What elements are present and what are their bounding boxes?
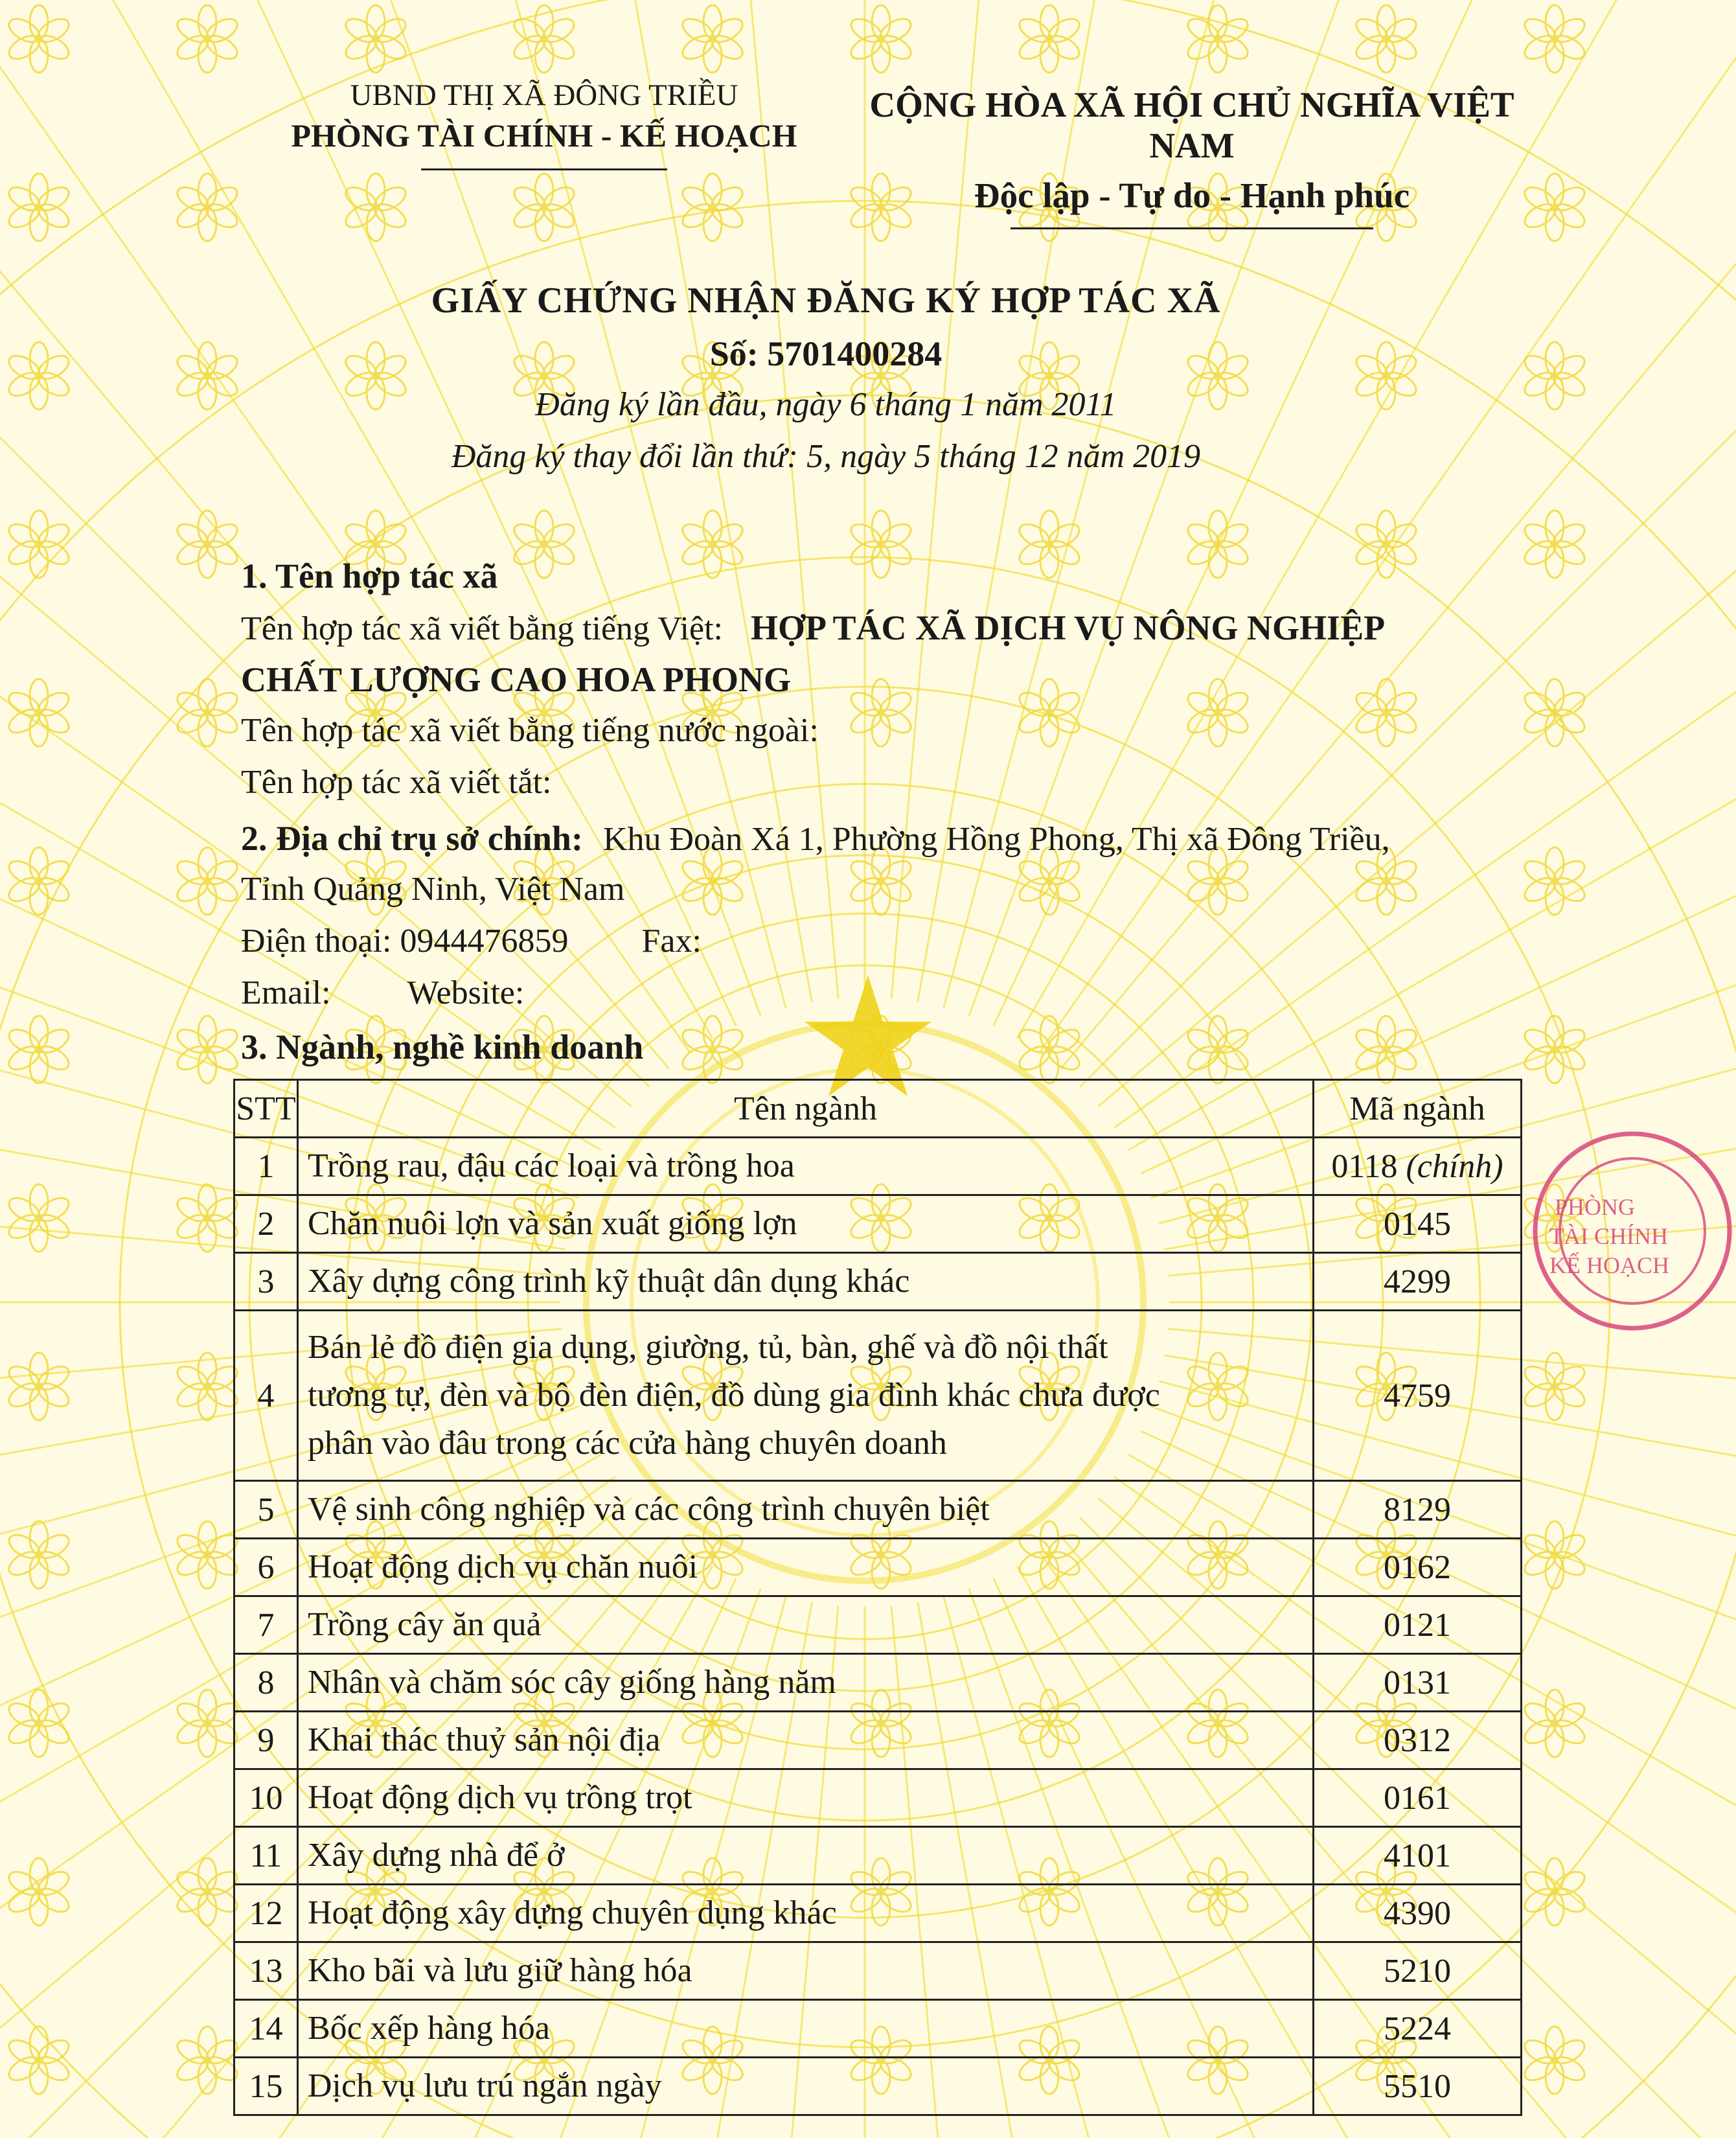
row-code: 5510 [1314,2058,1522,2115]
table-row [234,2058,1522,2115]
phone-value: 0944476859 [400,923,569,960]
table-row [234,1138,1522,1195]
phone-fax-row [241,922,1524,960]
row-code: 8129 [1314,1481,1522,1539]
table-row [234,1311,1522,1481]
phone-label: Điện thoại: [241,923,392,960]
table-row [234,1827,1522,1885]
email-website-row [241,974,1524,1012]
table-row [234,1539,1522,1596]
table-row [234,1885,1522,1942]
address-line2: Tỉnh Quảng Ninh, Việt Nam [241,871,625,908]
row-code: 5224 [1314,2000,1522,2058]
row-stt: 8 [234,1654,298,1712]
row-code: 0161 [1314,1769,1522,1827]
svg-text:KẾ HOẠCH: KẾ HOẠCH [1549,1252,1669,1278]
table-row [234,1481,1522,1539]
row-stt: 3 [234,1253,298,1311]
address-row [241,818,1524,858]
row-stt: 13 [234,1942,298,2000]
row-code: 0131 [1314,1654,1522,1712]
row-code-value: 0118 [1331,1147,1398,1185]
table-row [234,1712,1522,1769]
row-code: 0145 [1314,1195,1522,1253]
table-row [234,1195,1522,1253]
row-code: 4299 [1314,1253,1522,1311]
svg-text:TÀI CHÍNH: TÀI CHÍNH [1549,1223,1668,1249]
row-stt: 5 [234,1481,298,1539]
change-registration-date: Đăng ký thay đổi lần thứ: 5, ngày 5 tháng 12 năm 2019 [451,438,1201,475]
department-name: PHÒNG TÀI CHÍNH - KẾ HOẠCH [291,117,797,154]
row-name: Kho bãi và lưu giữ hàng hóa [298,1942,1314,2000]
row-code: 0121 [1314,1596,1522,1654]
row-name: Vệ sinh công nghiệp và các công trình chuyên biệt [298,1481,1314,1539]
row-code: 0162 [1314,1539,1522,1596]
row-name: Khai thác thuỷ sản nội địa [298,1712,1314,1769]
row-name-line: Bán lẻ đồ điện gia dụng, giường, tủ, bàn, ghế và đồ nội thất [308,1329,1108,1366]
short-name-label: Tên hợp tác xã viết tắt: [241,764,552,801]
vn-name-line1: HỢP TÁC XÃ DỊCH VỤ NÔNG NGHIỆP [750,608,1386,647]
row-stt: 14 [234,2000,298,2058]
row-stt: 4 [234,1311,298,1481]
address-line1: Khu Đoàn Xá 1, Phường Hồng Phong, Thị xã Đông Triều, [602,821,1390,858]
certificate-number: Số: 5701400284 [709,334,942,373]
business-lines-table [233,1079,1522,2116]
vn-name-row [241,608,1524,648]
email-label: Email: [241,974,331,1011]
row-stt: 12 [234,1885,298,1942]
section3-heading: 3. Ngành, nghề kinh doanh [241,1028,644,1066]
national-motto: Độc lập - Tự do - Hạnh phúc [974,176,1410,215]
table-header-row [234,1080,1522,1138]
row-stt: 7 [234,1596,298,1654]
vn-name-label: Tên hợp tác xã viết bằng tiếng Việt: [241,610,723,647]
row-code: 4390 [1314,1885,1522,1942]
header-right-divider [1011,227,1373,229]
row-name [298,1311,1314,1481]
col-header-name: Tên ngành [298,1080,1314,1138]
vn-name-line2: CHẤT LƯỢNG CAO HOA PHONG [241,660,792,699]
row-stt: 1 [234,1138,298,1195]
row-stt: 2 [234,1195,298,1253]
table-row [234,2000,1522,2058]
table-row [234,1769,1522,1827]
row-name: Xây dựng công trình kỹ thuật dân dụng khác [298,1253,1314,1311]
row-name: Trồng cây ăn quả [298,1596,1314,1654]
section2-heading: 2. Địa chỉ trụ sở chính: [241,819,583,858]
authority-name: UBND THỊ XÃ ĐÔNG TRIỀU [350,78,738,112]
row-stt: 15 [234,2058,298,2115]
row-code: 4101 [1314,1827,1522,1885]
row-name-line: phân vào đâu trong các cửa hàng chuyên doanh [308,1425,947,1462]
row-code: 4759 [1314,1311,1522,1481]
header-left-divider [421,168,667,170]
national-title-block [842,84,1542,229]
row-code-note: (chính) [1406,1147,1503,1185]
document-title: GIẤY CHỨNG NHẬN ĐĂNG KÝ HỢP TÁC XÃ [431,281,1221,321]
row-name: Xây dựng nhà để ở [298,1827,1314,1885]
fax-label: Fax: [641,923,702,960]
col-header-code: Mã ngành [1314,1080,1522,1138]
row-name: Trồng rau, đậu các loại và trồng hoa [298,1138,1314,1195]
row-name: Bốc xếp hàng hóa [298,2000,1314,2058]
website-label: Website: [407,974,525,1011]
row-stt: 10 [234,1769,298,1827]
table-row [234,1942,1522,2000]
row-name: Hoạt động dịch vụ chăn nuôi [298,1539,1314,1596]
issuing-authority-block [285,78,803,170]
table-row [234,1596,1522,1654]
first-registration-date: Đăng ký lần đầu, ngày 6 tháng 1 năm 2011 [535,386,1117,423]
row-code: 5210 [1314,1942,1522,2000]
row-name: Chăn nuôi lợn và sản xuất giống lợn [298,1195,1314,1253]
row-code [1314,1138,1522,1195]
row-stt: 9 [234,1712,298,1769]
row-stt: 11 [234,1827,298,1885]
official-seal-stamp [1529,1127,1736,1335]
foreign-name-label: Tên hợp tác xã viết bằng tiếng nước ngoài: [241,712,819,749]
section1-heading: 1. Tên hợp tác xã [241,557,498,595]
row-code: 0312 [1314,1712,1522,1769]
row-stt: 6 [234,1539,298,1596]
row-name: Dịch vụ lưu trú ngắn ngày [298,2058,1314,2115]
svg-text:PHÒNG: PHÒNG [1555,1194,1636,1220]
row-name: Hoạt động dịch vụ trồng trọt [298,1769,1314,1827]
row-name: Nhân và chăm sóc cây giống hàng năm [298,1654,1314,1712]
row-name: Hoạt động xây dựng chuyên dụng khác [298,1885,1314,1942]
row-name-line: tương tự, đèn và bộ đèn điện, đồ dùng gia đình khác chưa được [308,1377,1160,1414]
country-name: CỘNG HÒA XÃ HỘI CHỦ NGHĨA VIỆT NAM [869,85,1514,165]
col-header-stt: STT [234,1080,298,1138]
table-row [234,1253,1522,1311]
table-row [234,1654,1522,1712]
